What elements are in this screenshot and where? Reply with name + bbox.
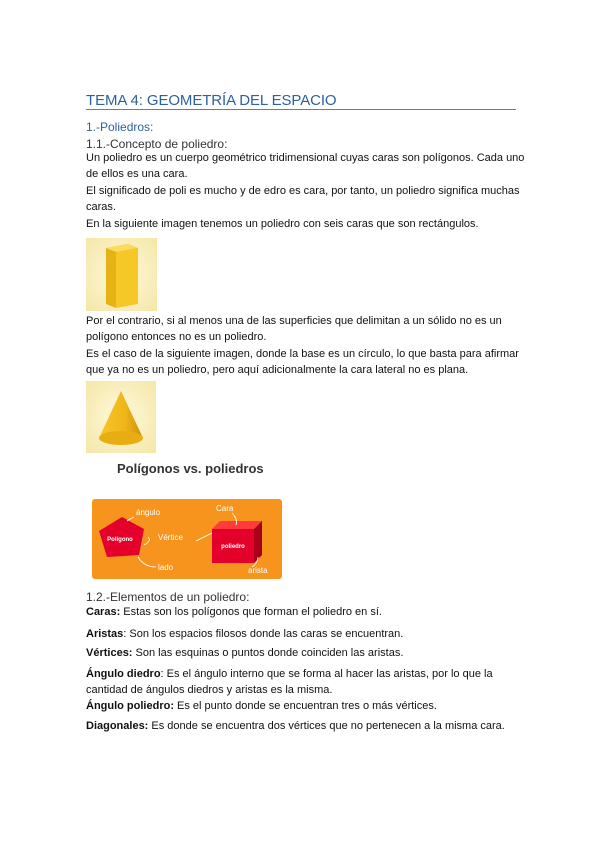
element-term: Diagonales:	[86, 720, 149, 732]
subheading-concepto: 1.1.-Concepto de poliedro:	[86, 137, 228, 151]
element-text: Es el punto donde se encuentran tres o más vértices.	[173, 700, 437, 712]
label-angulo: ángulo	[136, 508, 161, 517]
element-vertices	[86, 645, 526, 661]
element-text: : Es el ángulo interno que se forma al hacer las aristas, por lo que la cantidad de ángulos diedros y aristas es la misma.	[86, 668, 493, 696]
element-text: : Son los espacios filosos donde las caras se encuentran.	[123, 628, 404, 640]
label-lado: lado	[158, 563, 174, 572]
cube-top	[212, 521, 262, 529]
element-diagonales	[86, 718, 526, 734]
element-term: Aristas	[86, 628, 124, 640]
element-text: Estas son los polígonos que forman el poliedro en sí.	[120, 606, 382, 618]
polygons-vs-polyhedra-diagram	[92, 499, 282, 579]
title-underline	[86, 109, 516, 110]
label-poliedro: poliedro	[221, 544, 245, 550]
element-caras	[86, 604, 526, 620]
element-text: Es donde se encuentra dos vértices que no pertenecen a la misma cara.	[148, 720, 505, 732]
element-term: Ángulo poliedro:	[86, 700, 174, 712]
paragraph-etymology: El significado de poli es mucho y de edro es cara, por tanto, un poliedro significa muchas caras.	[86, 185, 520, 213]
label-cara: Cara	[216, 504, 234, 513]
paragraph-definition: Un poliedro es un cuerpo geométrico tridimensional cuyas caras son polígonos. Cada uno de ellos es una cara.	[86, 152, 525, 180]
label-vertice: Vértice	[158, 533, 183, 542]
element-aristas	[86, 626, 526, 642]
element-term: Vértices:	[86, 647, 133, 659]
cone-image	[86, 381, 156, 453]
paragraph-image-intro: En la siguiente imagen tenemos un poliedro con seis caras que son rectángulos.	[86, 218, 479, 230]
diagram-caption: Polígonos vs. poliedros	[117, 461, 264, 476]
element-text: Son las esquinas o puntos donde coinciden las aristas.	[132, 647, 404, 659]
section-heading-poliedros: 1.-Poliedros:	[86, 120, 154, 134]
page-title: TEMA 4: GEOMETRÍA DEL ESPACIO	[86, 92, 337, 109]
paragraph-non-polyhedron: Por el contrario, si al menos una de las superficies que delimitan a un sólido no es un polígono entonces no es un poliedro.	[86, 315, 502, 343]
paragraph-cone-case: Es el caso de la siguiente imagen, donde la base es un círculo, lo que basta para afirmar que ya no es un poliedro, pero aquí adicionalmente la cara lateral no es plana.	[86, 348, 519, 376]
element-angulo-poliedro	[86, 698, 526, 714]
element-angulo-diedro	[86, 666, 526, 698]
element-term: Ángulo diedro	[86, 668, 161, 680]
label-arista: arista	[248, 566, 268, 575]
subheading-elementos: 1.2.-Elementos de un poliedro:	[86, 590, 250, 604]
element-term: Caras:	[86, 606, 121, 618]
label-poligono: Polígono	[107, 537, 133, 543]
prism-image	[86, 238, 157, 311]
